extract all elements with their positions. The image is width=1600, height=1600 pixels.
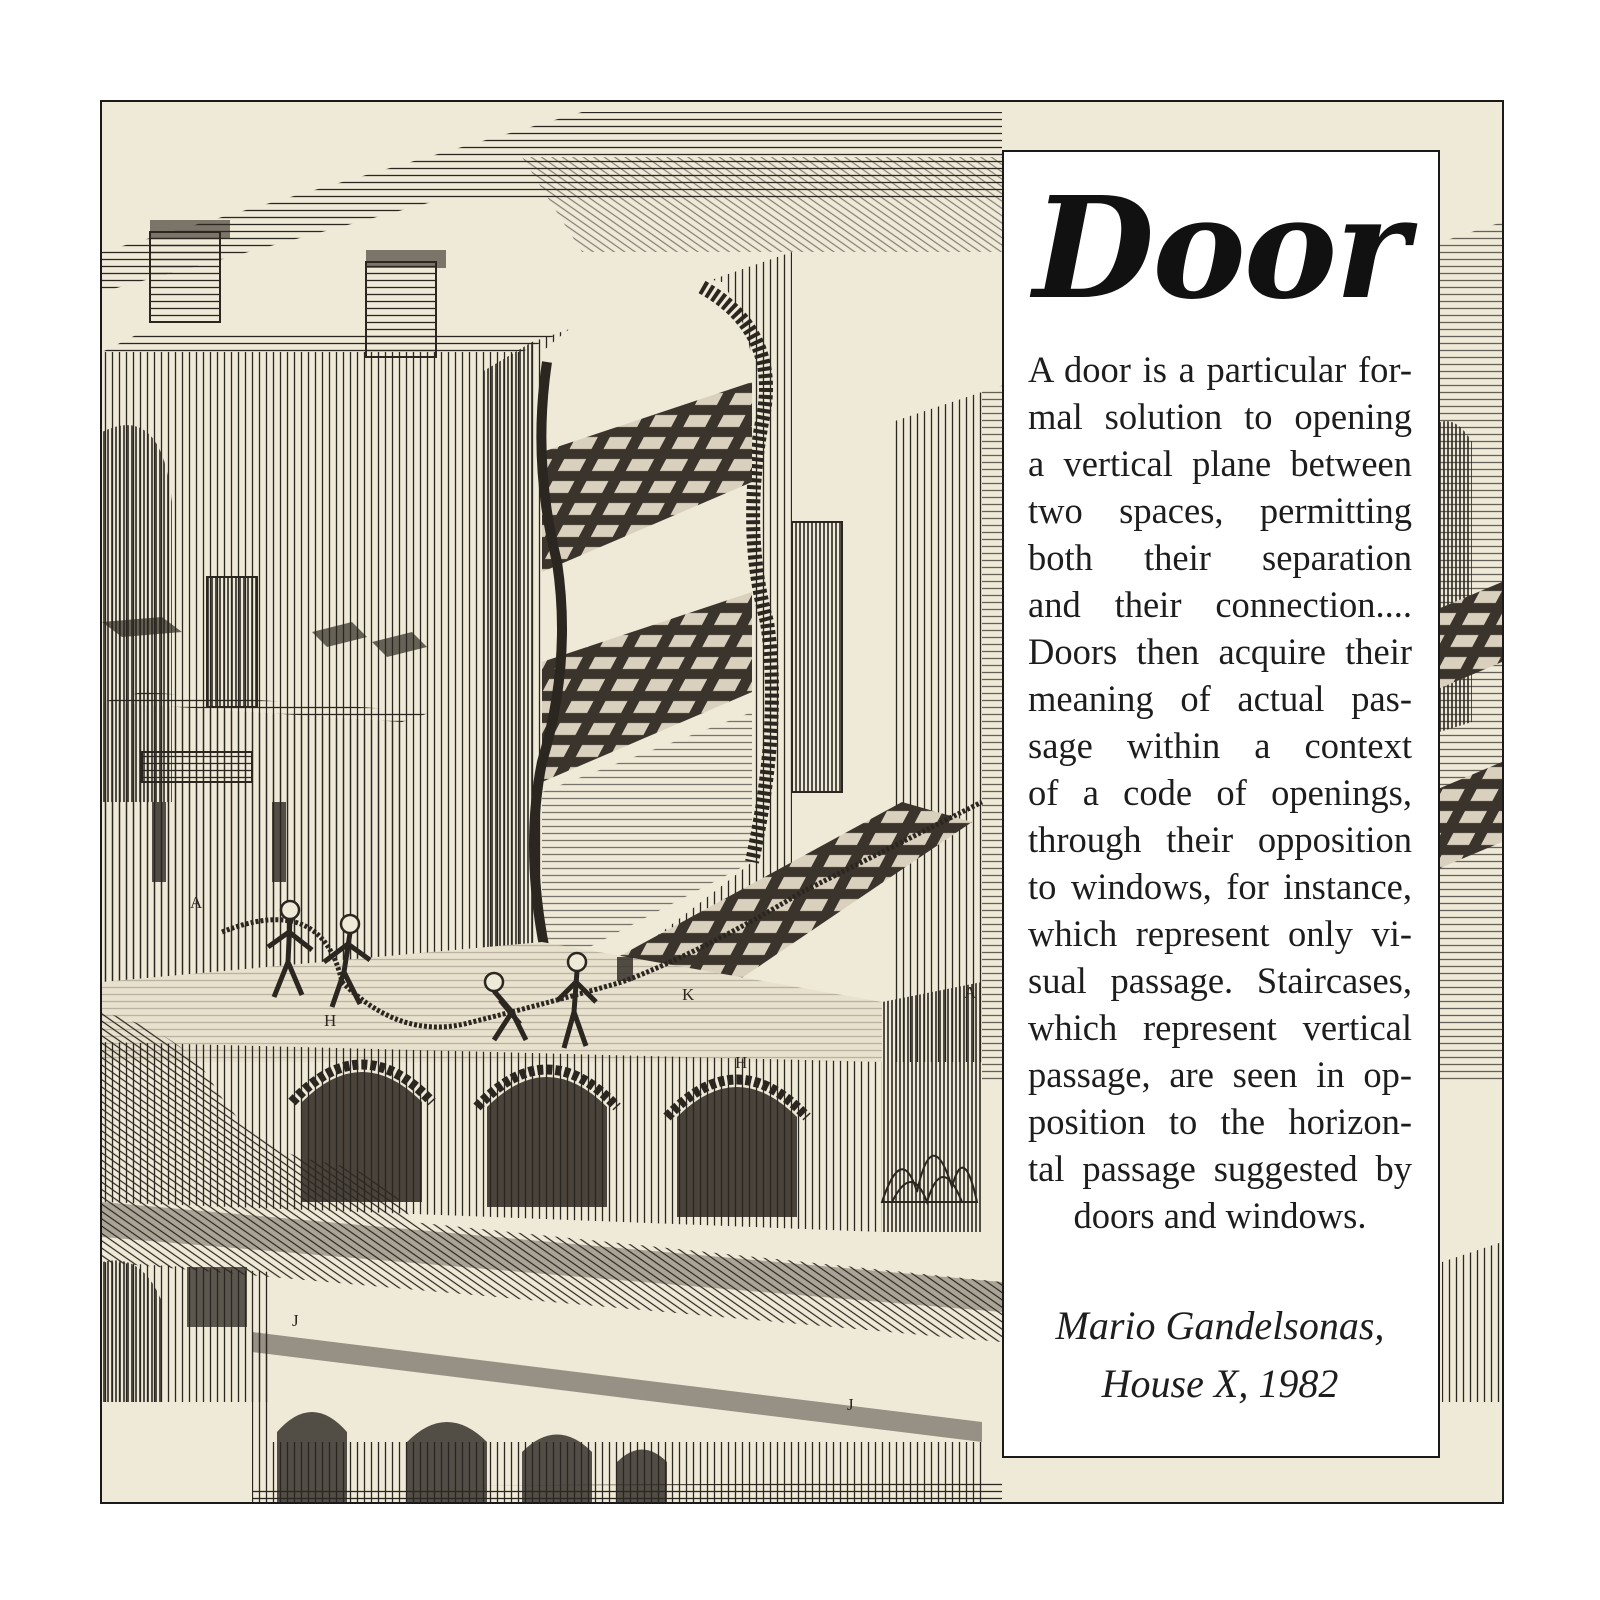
quote-line: position to the horizon- <box>1028 1101 1412 1142</box>
plate-letter: H <box>324 1011 337 1030</box>
quote-line: mal solution to opening <box>1028 396 1412 437</box>
attribution-author: Mario Gandelsonas, <box>1055 1303 1385 1348</box>
quote-body <box>1028 346 1412 1239</box>
quote-line: Doors then acquire their <box>1028 631 1412 672</box>
quote-line: both their separation <box>1028 537 1412 578</box>
quote-line: and their connection.... <box>1028 584 1412 625</box>
quote-card <box>1002 150 1440 1458</box>
chimney <box>366 250 446 357</box>
quote-line: a vertical plane between <box>1028 443 1412 484</box>
plate-letter: J <box>292 1311 299 1330</box>
card-title: Door <box>1033 167 1407 331</box>
quote-line: which represent vertical <box>1028 1007 1412 1048</box>
quote-line: A door is a particular for- <box>1028 349 1412 390</box>
quote-line: passage, are seen in op- <box>1028 1054 1412 1095</box>
plate-letter: A <box>190 893 203 912</box>
quote-line: sage within a context <box>1028 725 1412 766</box>
quote-line: which represent only vi- <box>1028 913 1412 954</box>
quote-line: tal passage suggested by <box>1028 1148 1412 1189</box>
plate-letter: A <box>964 983 977 1002</box>
quote-line: doors and windows. <box>1073 1195 1367 1236</box>
quote-line: to windows, for instance, <box>1028 866 1412 907</box>
plate-letter: H <box>735 1053 748 1072</box>
quote-line: of a code of openings, <box>1028 772 1412 813</box>
plate-letter: J <box>847 1395 854 1414</box>
plate-letter: K <box>682 985 695 1004</box>
quote-line: through their opposition <box>1028 819 1412 860</box>
bollard <box>617 957 633 981</box>
attribution-source: House X, 1982 <box>1101 1361 1339 1406</box>
attribution <box>1028 1297 1412 1413</box>
quote-line: meaning of actual pas- <box>1028 678 1412 719</box>
quote-line: sual passage. Staircases, <box>1028 960 1412 1001</box>
chimney <box>150 220 230 322</box>
quote-line: two spaces, permitting <box>1028 490 1412 531</box>
